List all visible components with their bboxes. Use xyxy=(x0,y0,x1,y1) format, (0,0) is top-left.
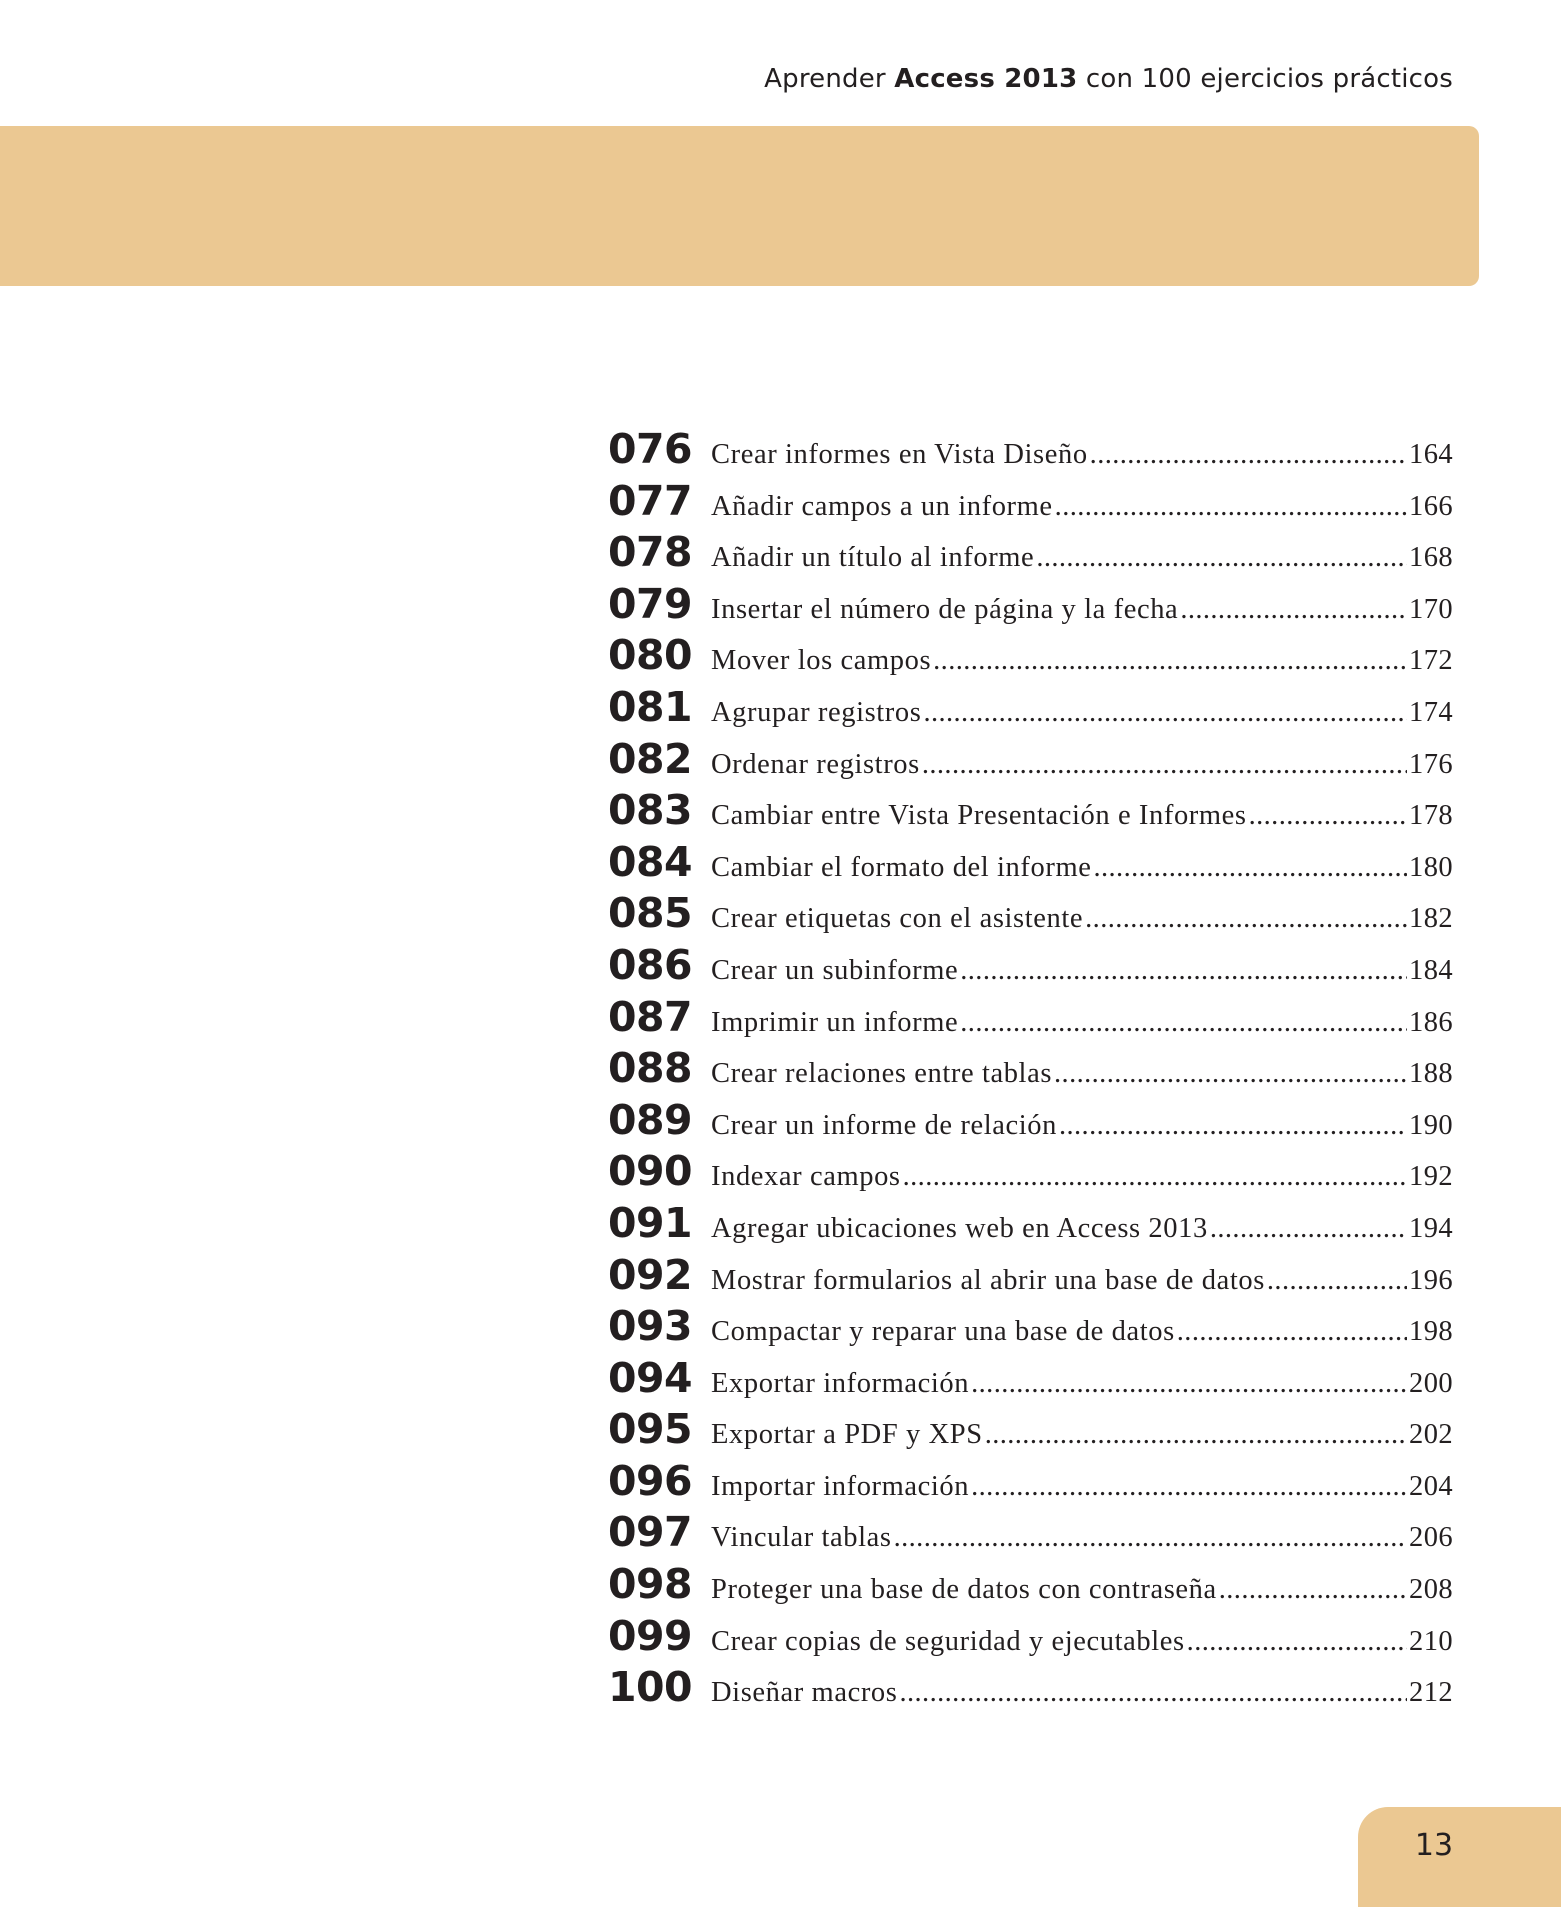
exercise-title: Crear informes en Vista Diseño xyxy=(711,439,1088,470)
toc-entry[interactable] xyxy=(608,1405,1453,1457)
exercise-page: 178 xyxy=(1409,800,1453,832)
exercise-number: 093 xyxy=(608,1302,693,1351)
dot-leader xyxy=(1059,1110,1407,1142)
exercise-number: 081 xyxy=(608,682,693,731)
dot-leader xyxy=(899,1677,1407,1709)
dot-leader xyxy=(922,749,1407,781)
exercise-number: 076 xyxy=(608,425,693,473)
toc-entry[interactable] xyxy=(608,425,1453,477)
exercise-number: 080 xyxy=(608,631,693,680)
exercise-title: Crear un subinforme xyxy=(711,954,959,986)
header-prefix: Aprender xyxy=(764,64,895,94)
toc-entry[interactable] xyxy=(608,1457,1453,1509)
exercise-title: Diseñar macros xyxy=(711,1677,898,1709)
dot-leader xyxy=(1219,1574,1407,1606)
exercise-title: Crear un informe de relación xyxy=(711,1109,1057,1141)
toc-entry[interactable] xyxy=(608,1302,1453,1354)
dot-leader xyxy=(903,1161,1407,1193)
dot-leader xyxy=(960,1007,1407,1039)
exercise-title: Cambiar entre Vista Presentación e Informes xyxy=(711,800,1247,832)
dot-leader xyxy=(960,955,1407,987)
exercise-page: 188 xyxy=(1409,1058,1453,1090)
exercise-page: 166 xyxy=(1409,490,1453,522)
dot-leader xyxy=(1090,439,1407,471)
exercise-number: 086 xyxy=(608,940,693,989)
exercise-title: Proteger una base de datos con contraseña xyxy=(711,1574,1217,1606)
exercise-number: 090 xyxy=(608,1147,693,1196)
exercise-title: Mostrar formularios al abrir una base de datos xyxy=(711,1264,1265,1296)
toc-entry[interactable] xyxy=(608,786,1453,838)
toc-entry[interactable] xyxy=(608,1147,1453,1199)
toc-entry[interactable] xyxy=(608,580,1453,632)
dot-leader xyxy=(1210,1213,1407,1245)
header-book-title: Access 2013 xyxy=(894,64,1078,94)
toc-entry[interactable] xyxy=(608,1508,1453,1560)
exercise-page: 212 xyxy=(1409,1677,1453,1709)
exercise-number: 098 xyxy=(608,1560,693,1609)
exercise-page: 196 xyxy=(1409,1264,1453,1296)
running-header xyxy=(764,64,1453,94)
exercise-title: Agregar ubicaciones web en Access 2013 xyxy=(711,1212,1208,1244)
exercise-page: 174 xyxy=(1409,696,1453,728)
exercise-page: 208 xyxy=(1409,1574,1453,1606)
dot-leader xyxy=(1093,852,1407,884)
exercise-page: 176 xyxy=(1409,748,1453,780)
exercise-page: 186 xyxy=(1409,1006,1453,1038)
exercise-page: 182 xyxy=(1409,903,1453,935)
exercise-title: Insertar el número de página y la fecha xyxy=(711,593,1179,625)
exercise-number: 097 xyxy=(608,1508,693,1557)
dot-leader xyxy=(1267,1265,1407,1297)
exercise-page: 184 xyxy=(1409,954,1453,986)
dot-leader xyxy=(1085,903,1407,935)
exercise-number: 088 xyxy=(608,1044,693,1093)
exercise-number: 078 xyxy=(608,528,693,577)
dot-leader xyxy=(1187,1626,1407,1658)
toc-entry[interactable] xyxy=(608,889,1453,941)
dot-leader xyxy=(1180,594,1407,626)
toc-entry[interactable] xyxy=(608,528,1453,580)
exercise-title: Crear copias de seguridad y ejecutables xyxy=(711,1625,1185,1657)
dot-leader xyxy=(1055,491,1407,523)
exercise-number: 084 xyxy=(608,837,693,886)
dot-leader xyxy=(985,1419,1407,1451)
header-suffix: con 100 ejercicios prácticos xyxy=(1077,64,1453,94)
toc-entry[interactable] xyxy=(608,1560,1453,1612)
dot-leader xyxy=(971,1368,1407,1400)
exercise-number: 091 xyxy=(608,1198,693,1247)
dot-leader xyxy=(1054,1058,1407,1090)
exercise-page: 210 xyxy=(1409,1625,1453,1657)
exercise-page: 194 xyxy=(1409,1212,1453,1244)
exercise-title: Añadir campos a un informe xyxy=(711,490,1053,522)
toc-entry[interactable] xyxy=(608,941,1453,993)
exercise-title: Exportar información xyxy=(711,1367,970,1399)
exercise-title: Agrupar registros xyxy=(711,696,922,728)
toc-entry[interactable] xyxy=(608,1612,1453,1664)
exercise-title: Crear etiquetas con el asistente xyxy=(711,903,1084,935)
exercise-number: 082 xyxy=(608,734,693,783)
exercise-number: 089 xyxy=(608,1095,693,1144)
exercise-page: 192 xyxy=(1409,1161,1453,1193)
toc-entry[interactable] xyxy=(608,1199,1453,1251)
exercise-page: 202 xyxy=(1409,1419,1453,1451)
exercise-number: 083 xyxy=(608,786,693,835)
exercise-title: Mover los campos xyxy=(711,645,932,677)
exercise-title: Crear relaciones entre tablas xyxy=(711,1058,1053,1090)
toc-entry[interactable] xyxy=(608,1096,1453,1148)
toc-entry[interactable] xyxy=(608,683,1453,735)
exercise-title: Importar información xyxy=(711,1470,970,1502)
exercise-page: 198 xyxy=(1409,1316,1453,1348)
exercise-number: 092 xyxy=(608,1250,693,1299)
toc-entry[interactable] xyxy=(608,993,1453,1045)
toc-entry[interactable] xyxy=(608,631,1453,683)
exercise-title: Imprimir un informe xyxy=(711,1006,959,1038)
table-of-contents xyxy=(608,425,1453,1715)
exercise-number: 087 xyxy=(608,992,693,1041)
exercise-page: 200 xyxy=(1409,1367,1453,1399)
exercise-page: 204 xyxy=(1409,1470,1453,1502)
toc-entry[interactable] xyxy=(608,838,1453,890)
exercise-page: 164 xyxy=(1409,439,1453,470)
dot-leader xyxy=(1036,542,1407,574)
exercise-number: 077 xyxy=(608,476,693,525)
exercise-title: Exportar a PDF y XPS xyxy=(711,1419,983,1451)
header-band xyxy=(0,126,1479,286)
exercise-title: Cambiar el formato del informe xyxy=(711,851,1092,883)
exercise-number: 096 xyxy=(608,1456,693,1505)
dot-leader xyxy=(923,697,1407,729)
page-number: 13 xyxy=(1414,1828,1454,1863)
exercise-title: Vincular tablas xyxy=(711,1522,892,1554)
toc-entry[interactable] xyxy=(608,1251,1453,1303)
exercise-page: 168 xyxy=(1409,542,1453,574)
exercise-number: 099 xyxy=(608,1611,693,1660)
exercise-page: 180 xyxy=(1409,851,1453,883)
exercise-number: 079 xyxy=(608,579,693,628)
toc-entry[interactable] xyxy=(608,1354,1453,1406)
dot-leader xyxy=(933,645,1407,677)
exercise-page: 190 xyxy=(1409,1109,1453,1141)
exercise-title: Compactar y reparar una base de datos xyxy=(711,1316,1175,1348)
exercise-page: 206 xyxy=(1409,1522,1453,1554)
exercise-title: Añadir un título al informe xyxy=(711,542,1035,574)
dot-leader xyxy=(1249,800,1407,832)
toc-entry[interactable] xyxy=(608,1663,1453,1715)
dot-leader xyxy=(971,1471,1407,1503)
exercise-page: 172 xyxy=(1409,645,1453,677)
exercise-number: 085 xyxy=(608,889,693,938)
exercise-title: Ordenar registros xyxy=(711,748,920,780)
exercise-title: Indexar campos xyxy=(711,1161,901,1193)
toc-entry[interactable] xyxy=(608,735,1453,787)
toc-entry[interactable] xyxy=(608,477,1453,529)
exercise-page: 170 xyxy=(1409,593,1453,625)
toc-entry[interactable] xyxy=(608,1044,1453,1096)
exercise-number: 094 xyxy=(608,1353,693,1402)
exercise-number: 100 xyxy=(608,1663,693,1712)
exercise-number: 095 xyxy=(608,1405,693,1454)
dot-leader xyxy=(894,1522,1407,1554)
dot-leader xyxy=(1177,1316,1407,1348)
